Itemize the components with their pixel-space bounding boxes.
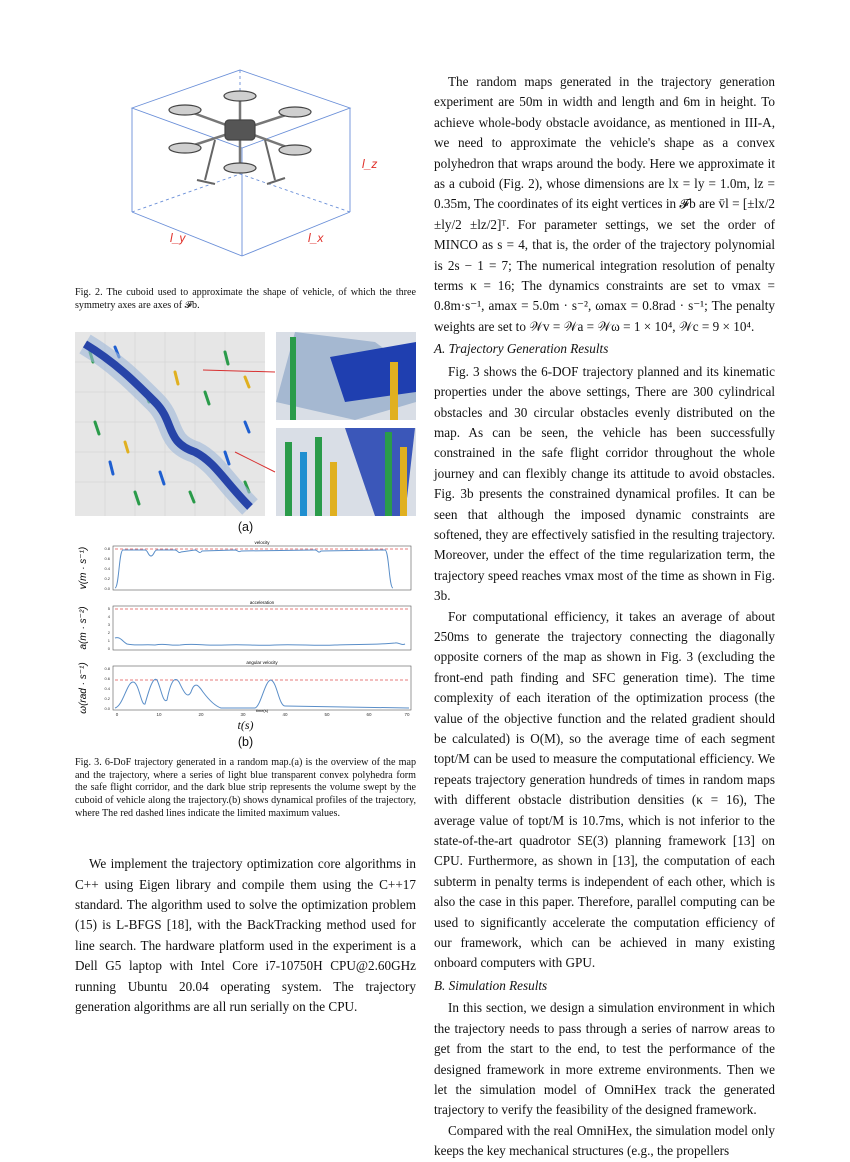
title-velocity: velocity xyxy=(254,540,270,546)
left-paragraph-1: We implement the trajectory optimization core algorithms in C++ using Eigen library and compile them using the C++17 standard. The algorithm used to solve the optimization problem (15) is L-BFGS [18], with the BackTracking method used for line search. The hardware platform used in the experiment is a Dell G5 laptop with Intel Core i7-10750H CPU@2.60GHz running Ubuntu 20.04 operating system. The trajectory generation algorithms are all run serially on the CPU. xyxy=(75,856,416,1014)
panel-a-label: (a) xyxy=(237,520,254,535)
ytick-v-0: 0.8 xyxy=(104,546,110,552)
ytick-w-4: 0.0 xyxy=(104,706,110,712)
ylabel-acceleration: a(m · s⁻²) xyxy=(78,606,89,650)
xtick-7: 70 xyxy=(404,712,410,718)
figure-3b xyxy=(75,540,416,718)
title-angular-velocity: angular velocity xyxy=(246,660,278,666)
ytick-a-0: 5 xyxy=(107,606,110,612)
label-lx: l_x xyxy=(308,231,324,245)
heading-trajectory-generation-results: A. Trajectory Generation Results xyxy=(434,341,609,357)
ytick-a-1: 4 xyxy=(107,614,110,620)
right-paragraph-3: For computational efficiency, it takes an average of about 250ms to generate the trajectory connecting the diagonally opposite corners of the map as shown in Fig. 3 (excluding the front-end path finding and SFC generation time). The time complexity of each iteration of the optimization process (the value of the objective function and the related gradient should be calculated) is O(M), so the average time of each segment topt/M can be used to measure the computational efficiency. We repeats trajectory generation hundreds of times in random maps with different obstacle distribution densities (κ = 16), The average value of topt/M is 10.7ms, which is not inferior to the state-of-the-art quadrotor SE(3) planning framework [13] on CPU. Furthermore, as shown in [13], the computation of each subterm in penalty terms is independent of each other, which is also the case in this paper. Therefore, parallel computing can be used to significantly accelerate the computation efficiency of our framework, which can be achieved in many existing onboard computers with GPU. xyxy=(434,608,775,971)
ytick-w-3: 0.2 xyxy=(104,696,110,702)
xlabel-t: t(s) xyxy=(237,718,254,733)
ytick-v-1: 0.6 xyxy=(104,556,110,562)
cuboid-diagram xyxy=(75,60,416,282)
ytick-w-0: 0.8 xyxy=(104,666,110,672)
dynamics-plots xyxy=(75,540,416,718)
figure-3-caption: Fig. 3. 6-DoF trajectory generated in a random map.(a) is the overview of the map and the trajectory, where a series of light blue transparent convex polyhedra form the safe flight corridor, and the dark blue strip represents the volume swept by the cuboid of vehicle along the trajectory.(b) shows dynamical profiles of the trajectory, where The red dashed lines indicate the limited maximum values. xyxy=(75,757,416,819)
figure-2 xyxy=(75,60,416,282)
ytick-a-5: 0 xyxy=(107,646,110,652)
label-ly: l_y xyxy=(170,231,186,245)
figure-2-caption: Fig. 2. The cuboid used to approximate the shape of vehicle, of which the three symmetry axes are axes of 𝓕b. xyxy=(75,287,416,311)
ytick-a-2: 3 xyxy=(107,622,110,628)
ytick-a-3: 2 xyxy=(107,630,110,636)
ytick-w-2: 0.4 xyxy=(104,686,110,692)
ytick-w-1: 0.6 xyxy=(104,676,110,682)
figure-3a xyxy=(75,332,416,516)
left-column xyxy=(75,60,416,1017)
xtick-1: 10 xyxy=(156,712,162,718)
xtick-3: 30 xyxy=(240,712,246,718)
heading-simulation-results: B. Simulation Results xyxy=(434,977,548,993)
figure-3 xyxy=(75,332,416,749)
panel-b-label: (b) xyxy=(237,735,254,750)
right-paragraph-5: Compared with the real OmniHex, the simulation model only keeps the key mechanical structures (e.g., the propellers xyxy=(434,1122,775,1159)
ylabel-velocity: v(m · s⁻¹) xyxy=(78,546,89,590)
ytick-v-2: 0.4 xyxy=(104,566,110,572)
ylabel-angular-velocity: ω(rad · s⁻¹) xyxy=(78,662,89,714)
xlabel-small: time(s) xyxy=(255,708,269,714)
title-acceleration: acceleration xyxy=(249,600,275,606)
map-overview-image xyxy=(75,332,416,516)
xtick-2: 20 xyxy=(198,712,204,718)
right-paragraph-1: The random maps generated in the trajectory generation experiment are 50m in width and length and 6m in height. To achieve whole-body obstacle avoidance, as mentioned in III-A, we need to approximate the vehicle's shape as a convex polyhedron that wraps around the body. Here we approximate it as a cuboid (Fig. 2), whose dimensions are lx = ly = 1.0m, lz = 0.35m, The coordinates of its eight vertices in 𝓕b are v̄l = [±lx/2 ±ly/2 ±lz/2]ᵀ. For parameter settings, we set the order of MINCO as s = 4, that is, the order of the trajectory polynomial is 2s − 1 = 7; The numerical integration resolution of penalty terms κ = 16; The dynamics constraints are set to vmax = 0.8m·s⁻¹, amax = 5.0m · s⁻², ωmax = 0.8rad · s⁻¹; The penalty weights are set to 𝒲v = 𝒲a = 𝒲ω = 1 × 10⁴, 𝒲c = 9 × 10⁴. xyxy=(434,74,775,334)
right-paragraph-4: In this section, we design a simulation environment in which the trajectory needs to pass through a series of narrow areas to get from the start to the end, to test the performance of the designed framework in more extreme environments. Then we let the simulation model of OmniHex track the generated trajectory to verify the feasibility of the designed framework. xyxy=(434,1000,775,1118)
xtick-5: 50 xyxy=(324,712,330,718)
xtick-6: 60 xyxy=(366,712,372,718)
right-paragraph-2: Fig. 3 shows the 6-DOF trajectory planned and its kinematic properties under the above settings, There are 300 cylindrical obstacles and 30 circular obstacles evenly distributed on the map. As can be seen, the vehicle has been successfully constrained in the safe flight corridor throughout the whole journey and can flexibly change its attitude to avoid obstacles. Fig. 3b presents the constrained dynamical profiles. It can be seen that although the imposed dynamic constraints are softened, they are effectively satisfied in the resulting trajectory. Moreover, under the effect of the time regularization term, the trajectory speed reaches vmax most of the time as shown in Fig. 3b. xyxy=(434,363,775,604)
ytick-a-4: 1 xyxy=(107,638,110,644)
hexacopter-icon xyxy=(169,91,311,184)
xtick-0: 0 xyxy=(115,712,119,718)
ytick-v-4: 0.0 xyxy=(104,586,110,592)
ytick-v-3: 0.2 xyxy=(104,576,110,582)
right-column xyxy=(434,72,775,1162)
label-lz: l_z xyxy=(362,157,378,171)
xtick-4: 40 xyxy=(282,712,288,718)
